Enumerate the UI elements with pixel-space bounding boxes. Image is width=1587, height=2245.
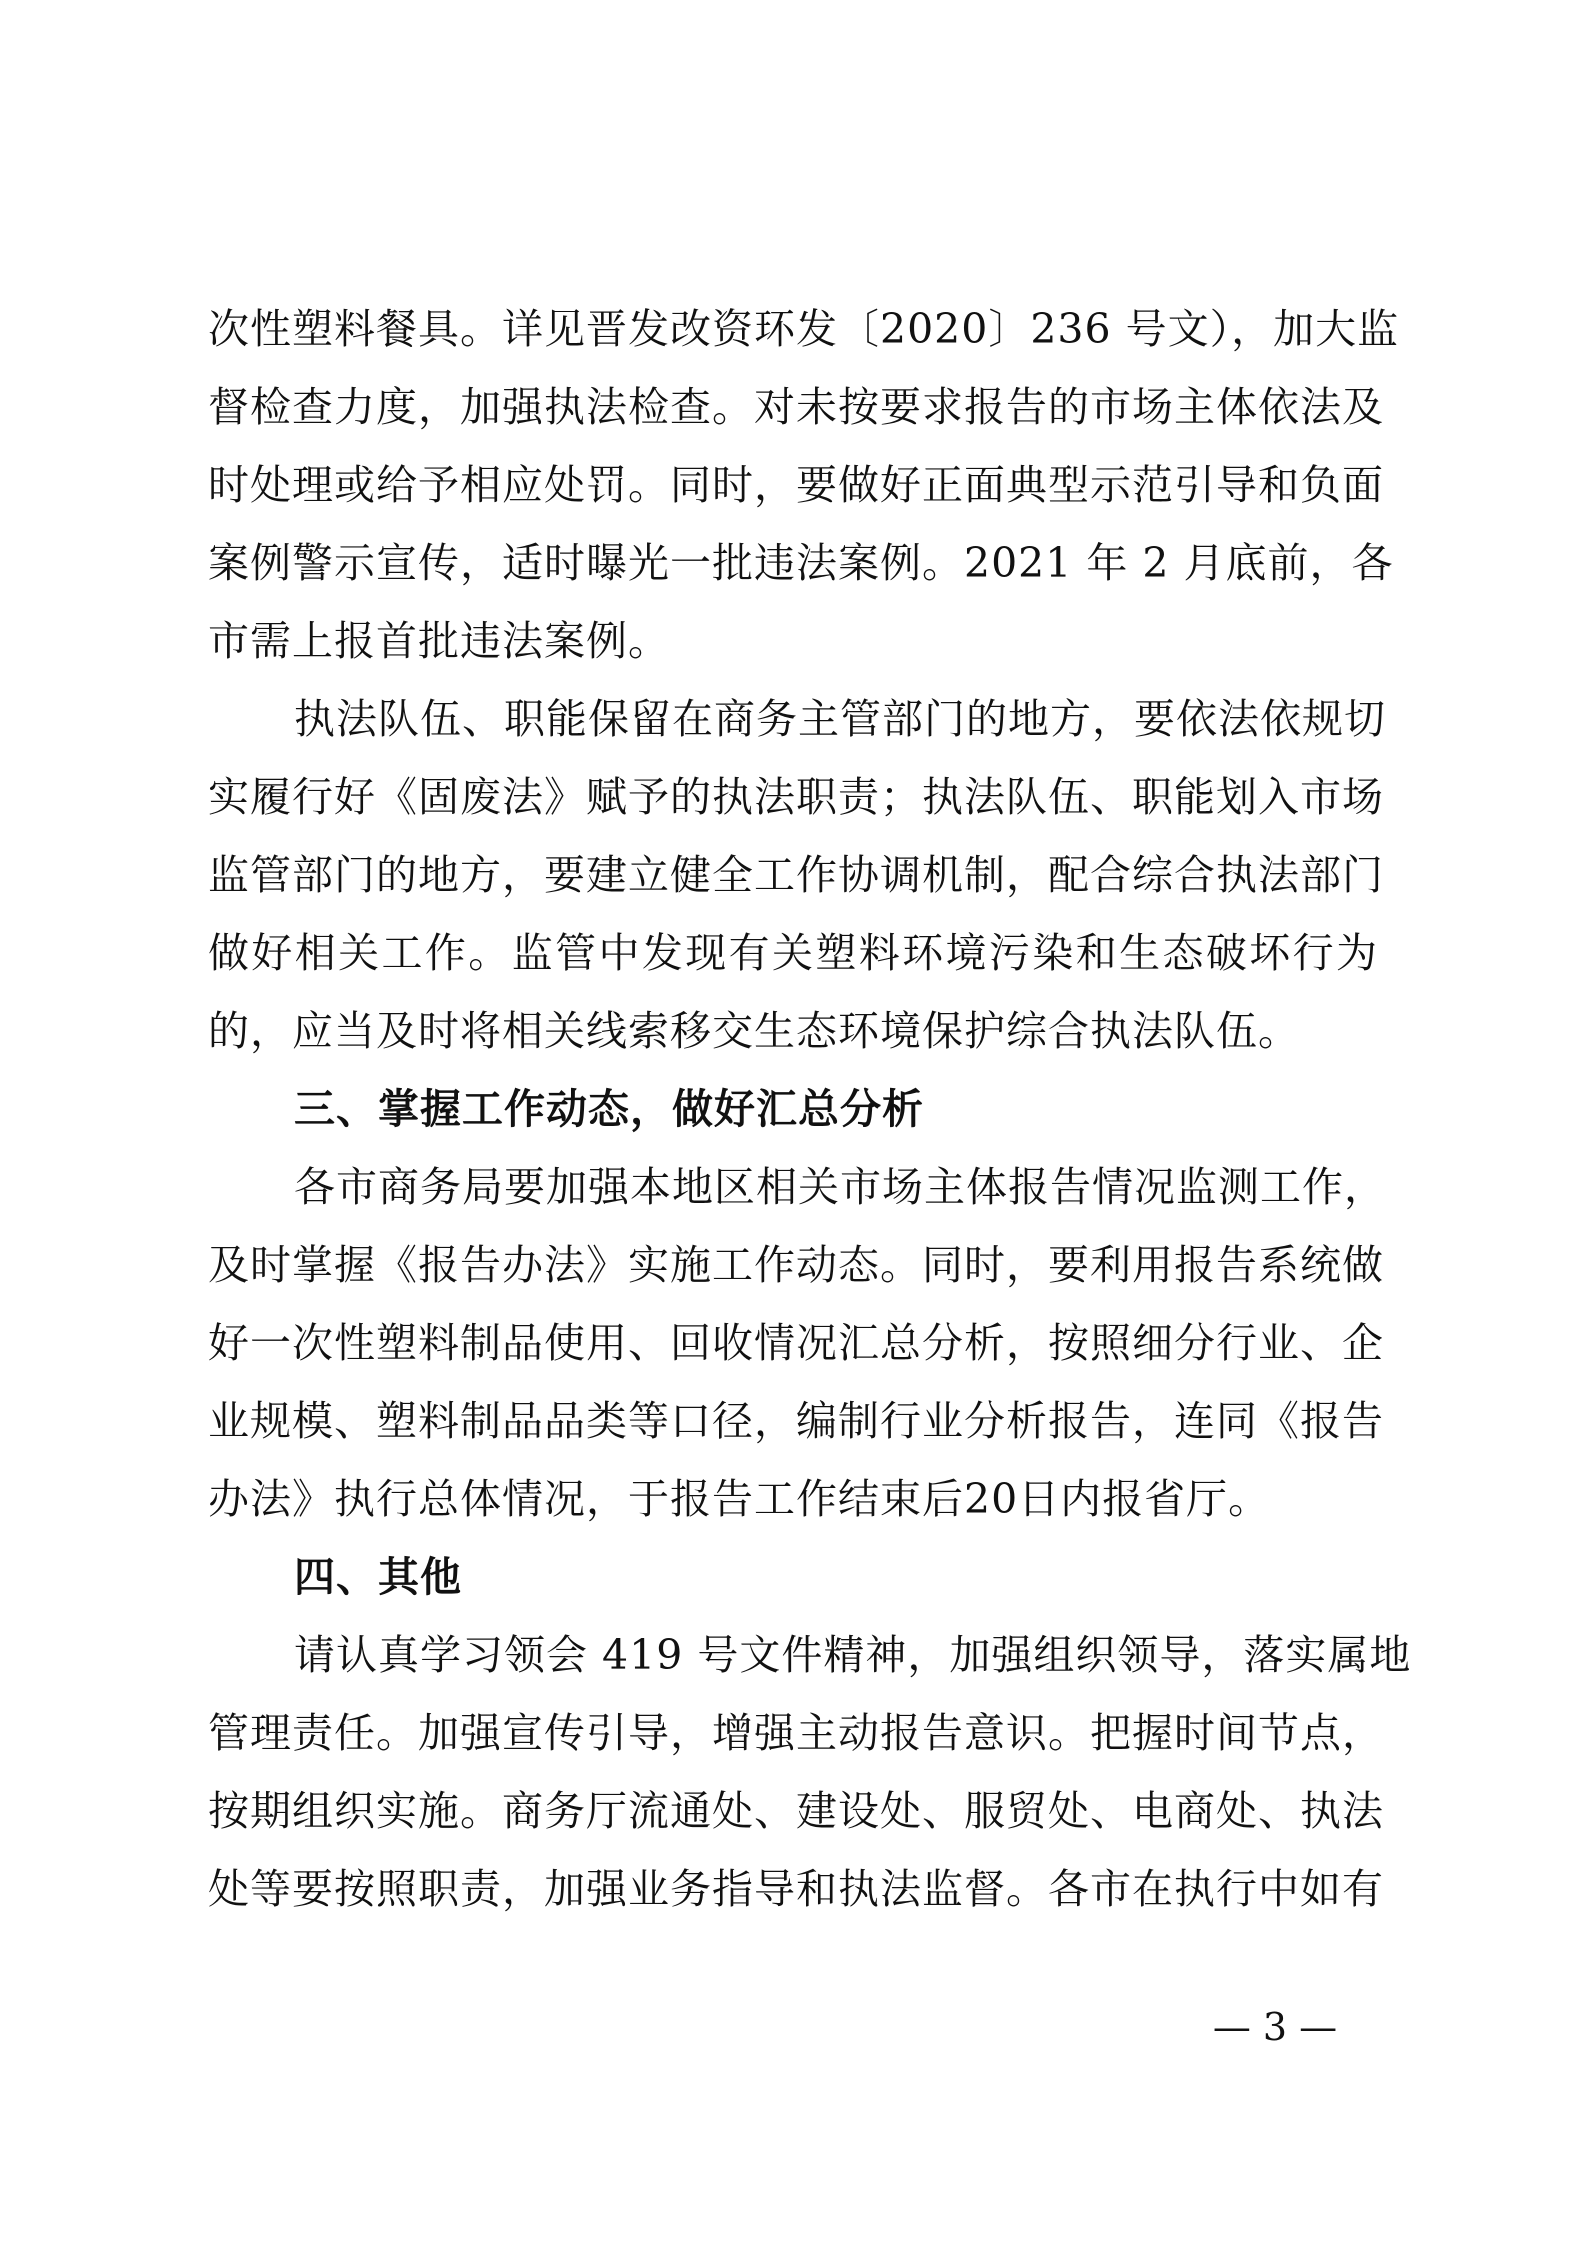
paragraph-line: 监管部门的地方，要建立健全工作协调机制，配合综合执法部门 [208, 851, 1384, 899]
paragraph-line: 处等要按照职责，加强业务指导和执法监督。各市在执行中如有 [208, 1865, 1384, 1913]
paragraph-line: 督检查力度，加强执法检查。对未按要求报告的市场主体依法及 [208, 383, 1384, 431]
paragraph-line: 办法》执行总体情况，于报告工作结束后20日内报省厅。 [208, 1475, 1271, 1523]
page-number: — 3 — [1212, 2005, 1338, 2049]
paragraph-line: 及时掌握《报告办法》实施工作动态。同时，要利用报告系统做 [208, 1241, 1384, 1289]
paragraph-line: 请认真学习领会 419 号文件精神，加强组织领导，落实属地 [294, 1631, 1412, 1679]
paragraph-line: 管理责任。加强宣传引导，增强主动报告意识。把握时间节点， [208, 1709, 1384, 1757]
paragraph-line: 各市商务局要加强本地区相关市场主体报告情况监测工作， [294, 1163, 1386, 1211]
paragraph-line: 按期组织实施。商务厅流通处、建设处、服贸处、电商处、执法 [208, 1787, 1384, 1835]
paragraph-line: 的，应当及时将相关线索移交生态环境保护综合执法队伍。 [208, 1007, 1300, 1055]
paragraph-line: 案例警示宣传，适时曝光一批违法案例。2021 年 2 月底前，各 [208, 539, 1394, 587]
paragraph-line: 次性塑料餐具。详见晋发改资环发〔2020〕236 号文），加大监 [208, 305, 1400, 353]
document-body [208, 290, 1412, 1928]
paragraph-line: 业规模、塑料制品品类等口径，编制行业分析报告，连同《报告 [208, 1397, 1384, 1445]
paragraph-line: 时处理或给予相应处罚。同时，要做好正面典型示范引导和负面 [208, 461, 1384, 509]
section-heading: 四、其他 [294, 1553, 462, 1601]
paragraph-line: 实履行好《固废法》赋予的执法职责；执法队伍、职能划入市场 [208, 773, 1384, 821]
section-heading: 三、掌握工作动态，做好汇总分析 [294, 1085, 924, 1133]
paragraph-line: 好一次性塑料制品使用、回收情况汇总分析，按照细分行业、企 [208, 1319, 1384, 1367]
paragraph-line: 市需上报首批违法案例。 [208, 617, 670, 665]
paragraph-line: 做好相关工作。监管中发现有关塑料环境污染和生态破坏行为 [208, 929, 1378, 977]
paragraph-line: 执法队伍、职能保留在商务主管部门的地方，要依法依规切 [294, 695, 1386, 743]
